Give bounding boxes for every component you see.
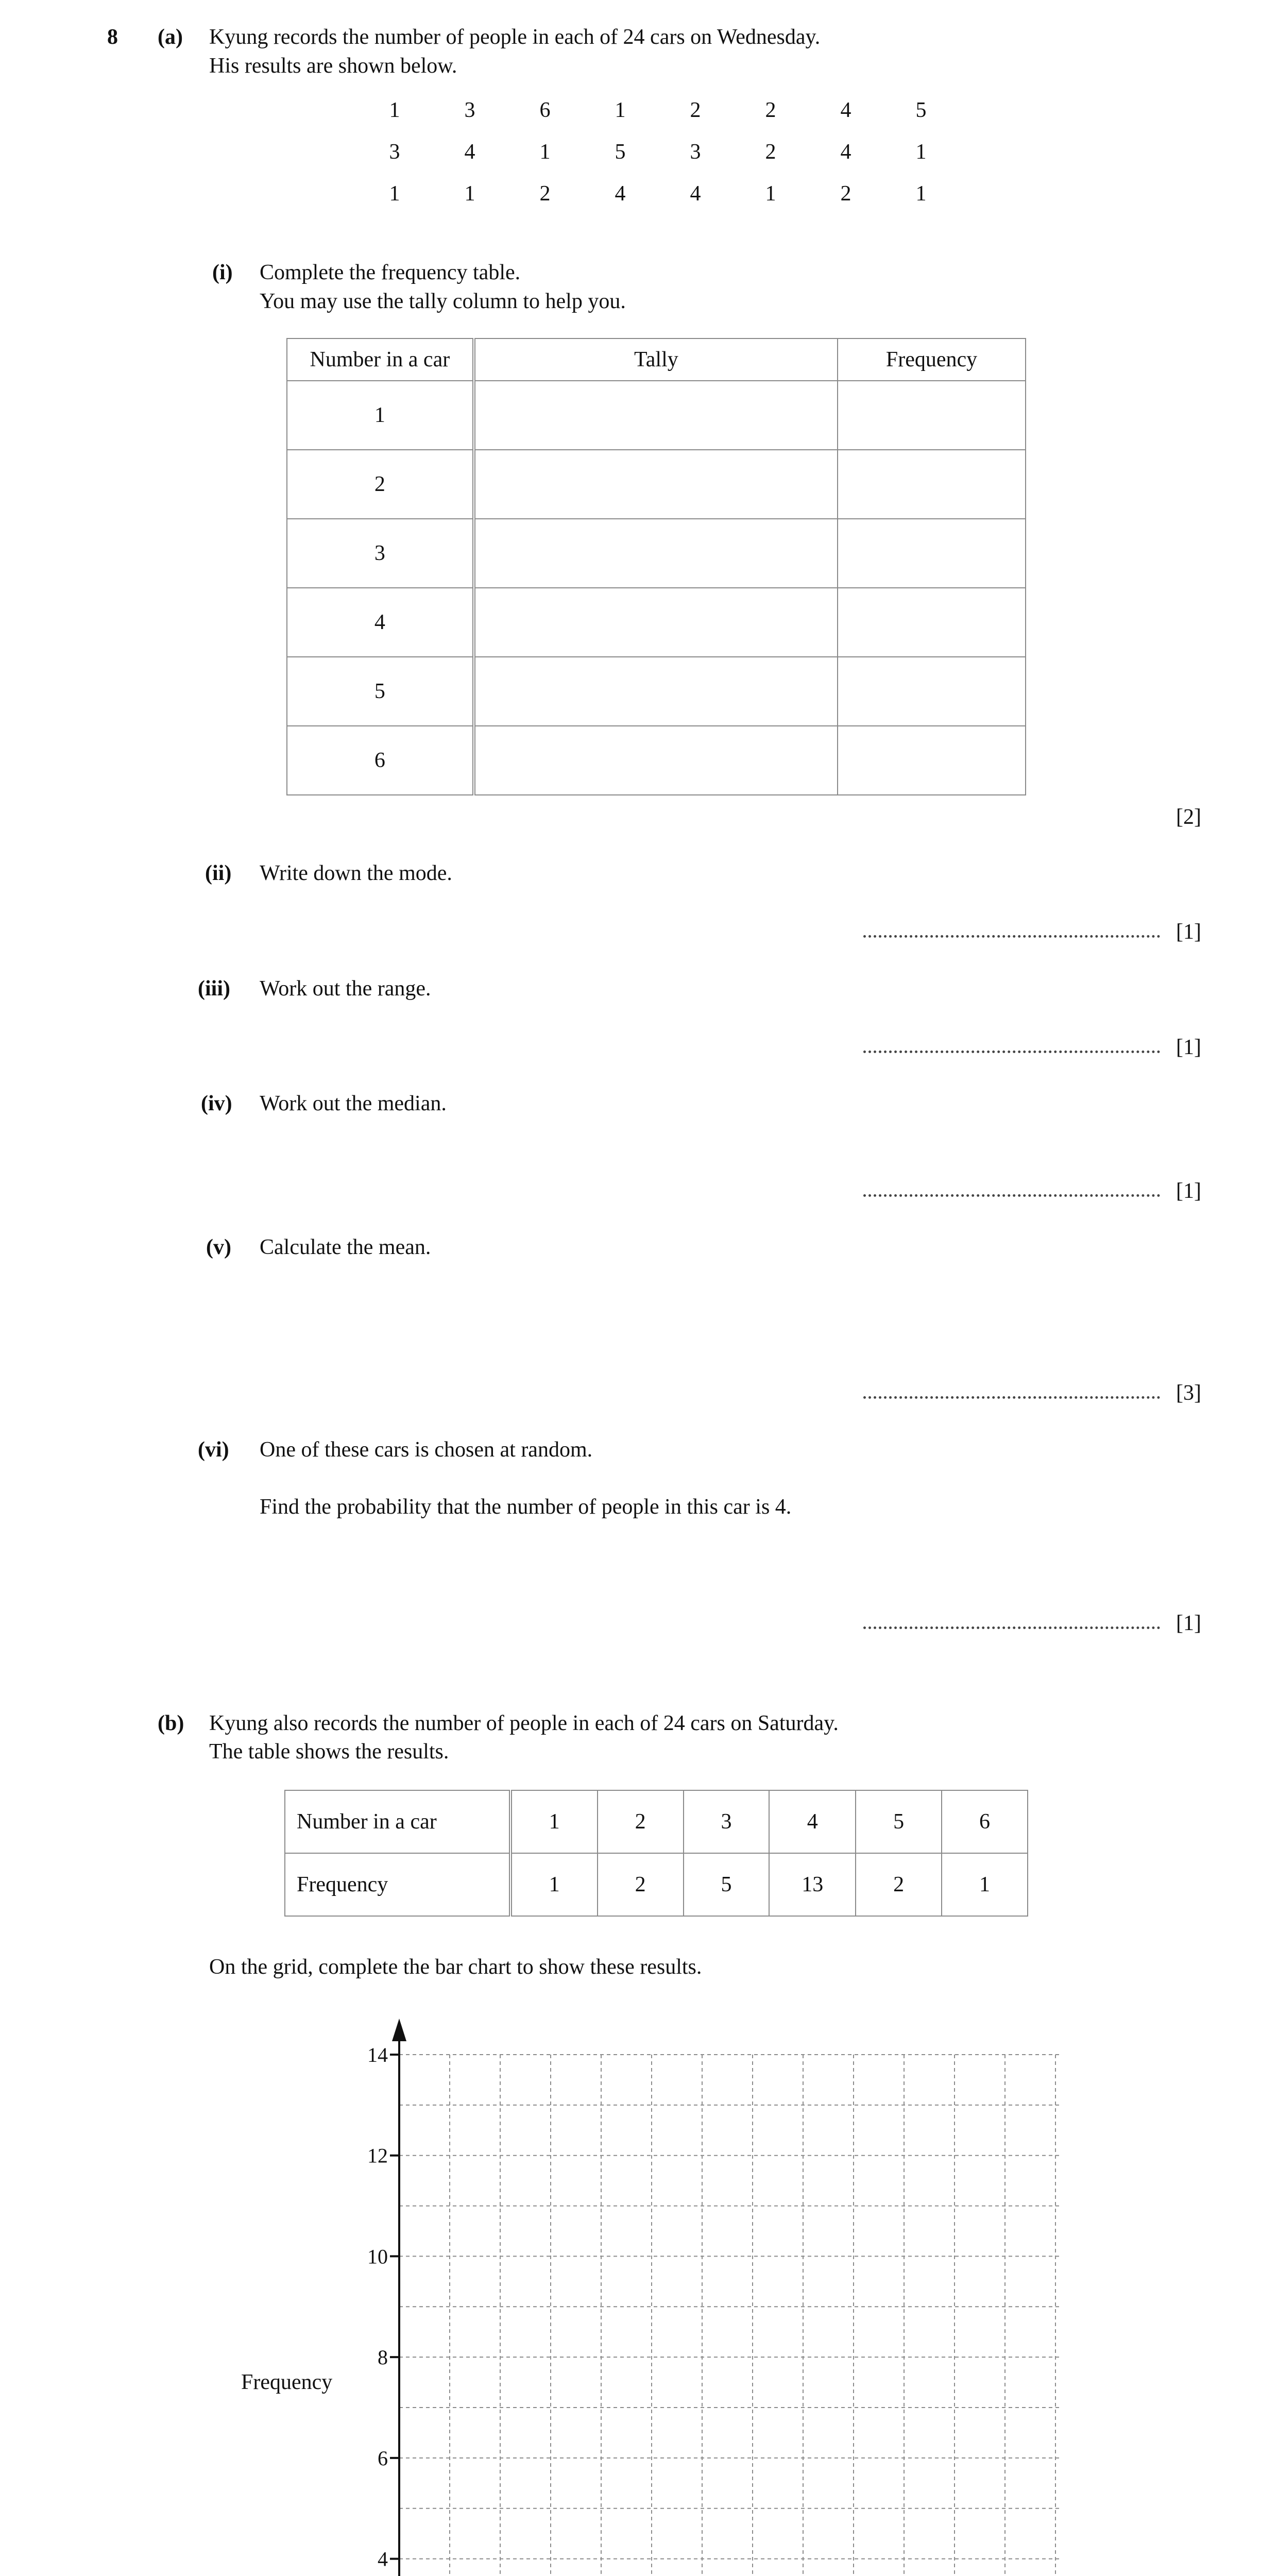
row-number: 1 (287, 381, 474, 450)
answer-line-median[interactable] (863, 1194, 1160, 1197)
data-value: 5 (615, 140, 626, 164)
part-a-v-marks: [3] (1176, 1381, 1201, 1405)
row-number: 2 (287, 450, 474, 519)
tally-cell[interactable] (474, 519, 838, 588)
frequency-value: 1 (510, 1853, 598, 1916)
data-value: 2 (840, 182, 851, 206)
data-value: 1 (615, 98, 626, 122)
data-value: 3 (464, 98, 475, 122)
row-number: 4 (287, 588, 474, 657)
question-number: 8 (107, 25, 118, 49)
y-tick-label: 14 (367, 2043, 388, 2066)
part-a-intro-line2: His results are shown below. (209, 54, 457, 78)
tally-cell[interactable] (474, 381, 838, 450)
frequency-cell[interactable] (838, 657, 1026, 726)
data-value: 4 (615, 182, 626, 206)
number-cell: 2 (598, 1790, 684, 1853)
y-tick-label: 6 (378, 2446, 388, 2470)
number-cell: 5 (856, 1790, 942, 1853)
data-value: 3 (690, 140, 701, 164)
part-a-iv-text: Work out the median. (260, 1092, 447, 1115)
frequency-value: 2 (598, 1853, 684, 1916)
tally-cell[interactable] (474, 588, 838, 657)
frequency-value: 2 (856, 1853, 942, 1916)
y-tick-label: 10 (367, 2245, 388, 2268)
data-value: 4 (840, 140, 851, 164)
part-b-line1: Kyung also records the number of people in each of 24 cars on Saturday. (209, 1711, 839, 1735)
data-value: 2 (765, 98, 776, 122)
answer-line-probability[interactable] (863, 1626, 1160, 1629)
row-number: 6 (287, 726, 474, 795)
part-a-ii-marks: [1] (1176, 920, 1201, 944)
part-b-instruction: On the grid, complete the bar chart to show these results. (209, 1955, 702, 1979)
data-value: 1 (915, 140, 927, 164)
frequency-value: 1 (942, 1853, 1028, 1916)
part-a-iii-label: (iii) (198, 977, 230, 1001)
frequency-cell[interactable] (838, 450, 1026, 519)
frequency-cell[interactable] (838, 588, 1026, 657)
y-axis-arrow (392, 2019, 406, 2041)
part-a-intro-line1: Kyung records the number of people in each of 24 cars on Wednesday. (209, 25, 821, 49)
part-a-i-label: (i) (212, 261, 233, 284)
answer-line-range[interactable] (863, 1050, 1160, 1053)
data-value: 1 (389, 182, 400, 206)
tally-cell[interactable] (474, 657, 838, 726)
data-value: 1 (464, 182, 475, 206)
part-a-vi-marks: [1] (1176, 1612, 1201, 1635)
number-cell: 4 (769, 1790, 856, 1853)
part-a-label: (a) (158, 25, 183, 49)
part-a-vi-label: (vi) (198, 1438, 229, 1462)
data-value: 6 (539, 98, 551, 122)
data-value: 1 (765, 182, 776, 206)
saturday-frequency-table (284, 1790, 1028, 1917)
part-a-i-line2: You may use the tally column to help you. (260, 290, 626, 313)
part-a-i-line1: Complete the frequency table. (260, 261, 521, 284)
frequency-cell[interactable] (838, 726, 1026, 795)
data-value: 5 (915, 98, 927, 122)
row-label-frequency: Frequency (285, 1853, 510, 1916)
frequency-value: 5 (684, 1853, 770, 1916)
row-label-number: Number in a car (285, 1790, 510, 1853)
data-value: 1 (915, 182, 927, 206)
part-a-iii-text: Work out the range. (260, 977, 431, 1001)
tally-cell[interactable] (474, 450, 838, 519)
data-value: 1 (539, 140, 551, 164)
part-a-vi-line2: Find the probability that the number of people in this car is 4. (260, 1495, 792, 1519)
frequency-value: 13 (769, 1853, 856, 1916)
number-cell: 3 (684, 1790, 770, 1853)
part-a-ii-text: Write down the mode. (260, 861, 452, 885)
data-value: 3 (389, 140, 400, 164)
y-axis-label: Frequency (241, 2370, 333, 2394)
number-cell: 6 (942, 1790, 1028, 1853)
frequency-cell[interactable] (838, 519, 1026, 588)
y-tick-label: 12 (367, 2144, 388, 2167)
data-value: 2 (765, 140, 776, 164)
header-tally: Tally (474, 338, 838, 381)
frequency-cell[interactable] (838, 381, 1026, 450)
data-value: 2 (539, 182, 551, 206)
row-number: 5 (287, 657, 474, 726)
data-value: 2 (690, 98, 701, 122)
data-value: 4 (690, 182, 701, 206)
part-a-iv-label: (iv) (201, 1092, 232, 1115)
answer-line-mode[interactable] (863, 935, 1160, 938)
part-a-iv-marks: [1] (1176, 1179, 1201, 1203)
part-b-label: (b) (158, 1711, 184, 1735)
answer-line-mean[interactable] (863, 1396, 1160, 1399)
bar-chart-grid[interactable] (0, 1989, 1278, 2576)
part-a-v-label: (v) (206, 1235, 231, 1259)
y-tick-label: 4 (378, 2547, 388, 2571)
part-b-line2: The table shows the results. (209, 1740, 449, 1764)
header-number-in-car: Number in a car (287, 338, 474, 381)
frequency-table (286, 338, 1026, 795)
tally-cell[interactable] (474, 726, 838, 795)
header-frequency: Frequency (838, 338, 1026, 381)
part-a-vi-line1: One of these cars is chosen at random. (260, 1438, 593, 1462)
part-a-v-text: Calculate the mean. (260, 1235, 431, 1259)
data-value: 4 (464, 140, 475, 164)
part-a-iii-marks: [1] (1176, 1036, 1201, 1059)
row-number: 3 (287, 519, 474, 588)
data-value: 4 (840, 98, 851, 122)
part-a-i-marks: [2] (1176, 805, 1201, 829)
part-a-ii-label: (ii) (205, 861, 232, 885)
data-value: 1 (389, 98, 400, 122)
y-tick-label: 8 (378, 2346, 388, 2369)
number-cell: 1 (510, 1790, 598, 1853)
